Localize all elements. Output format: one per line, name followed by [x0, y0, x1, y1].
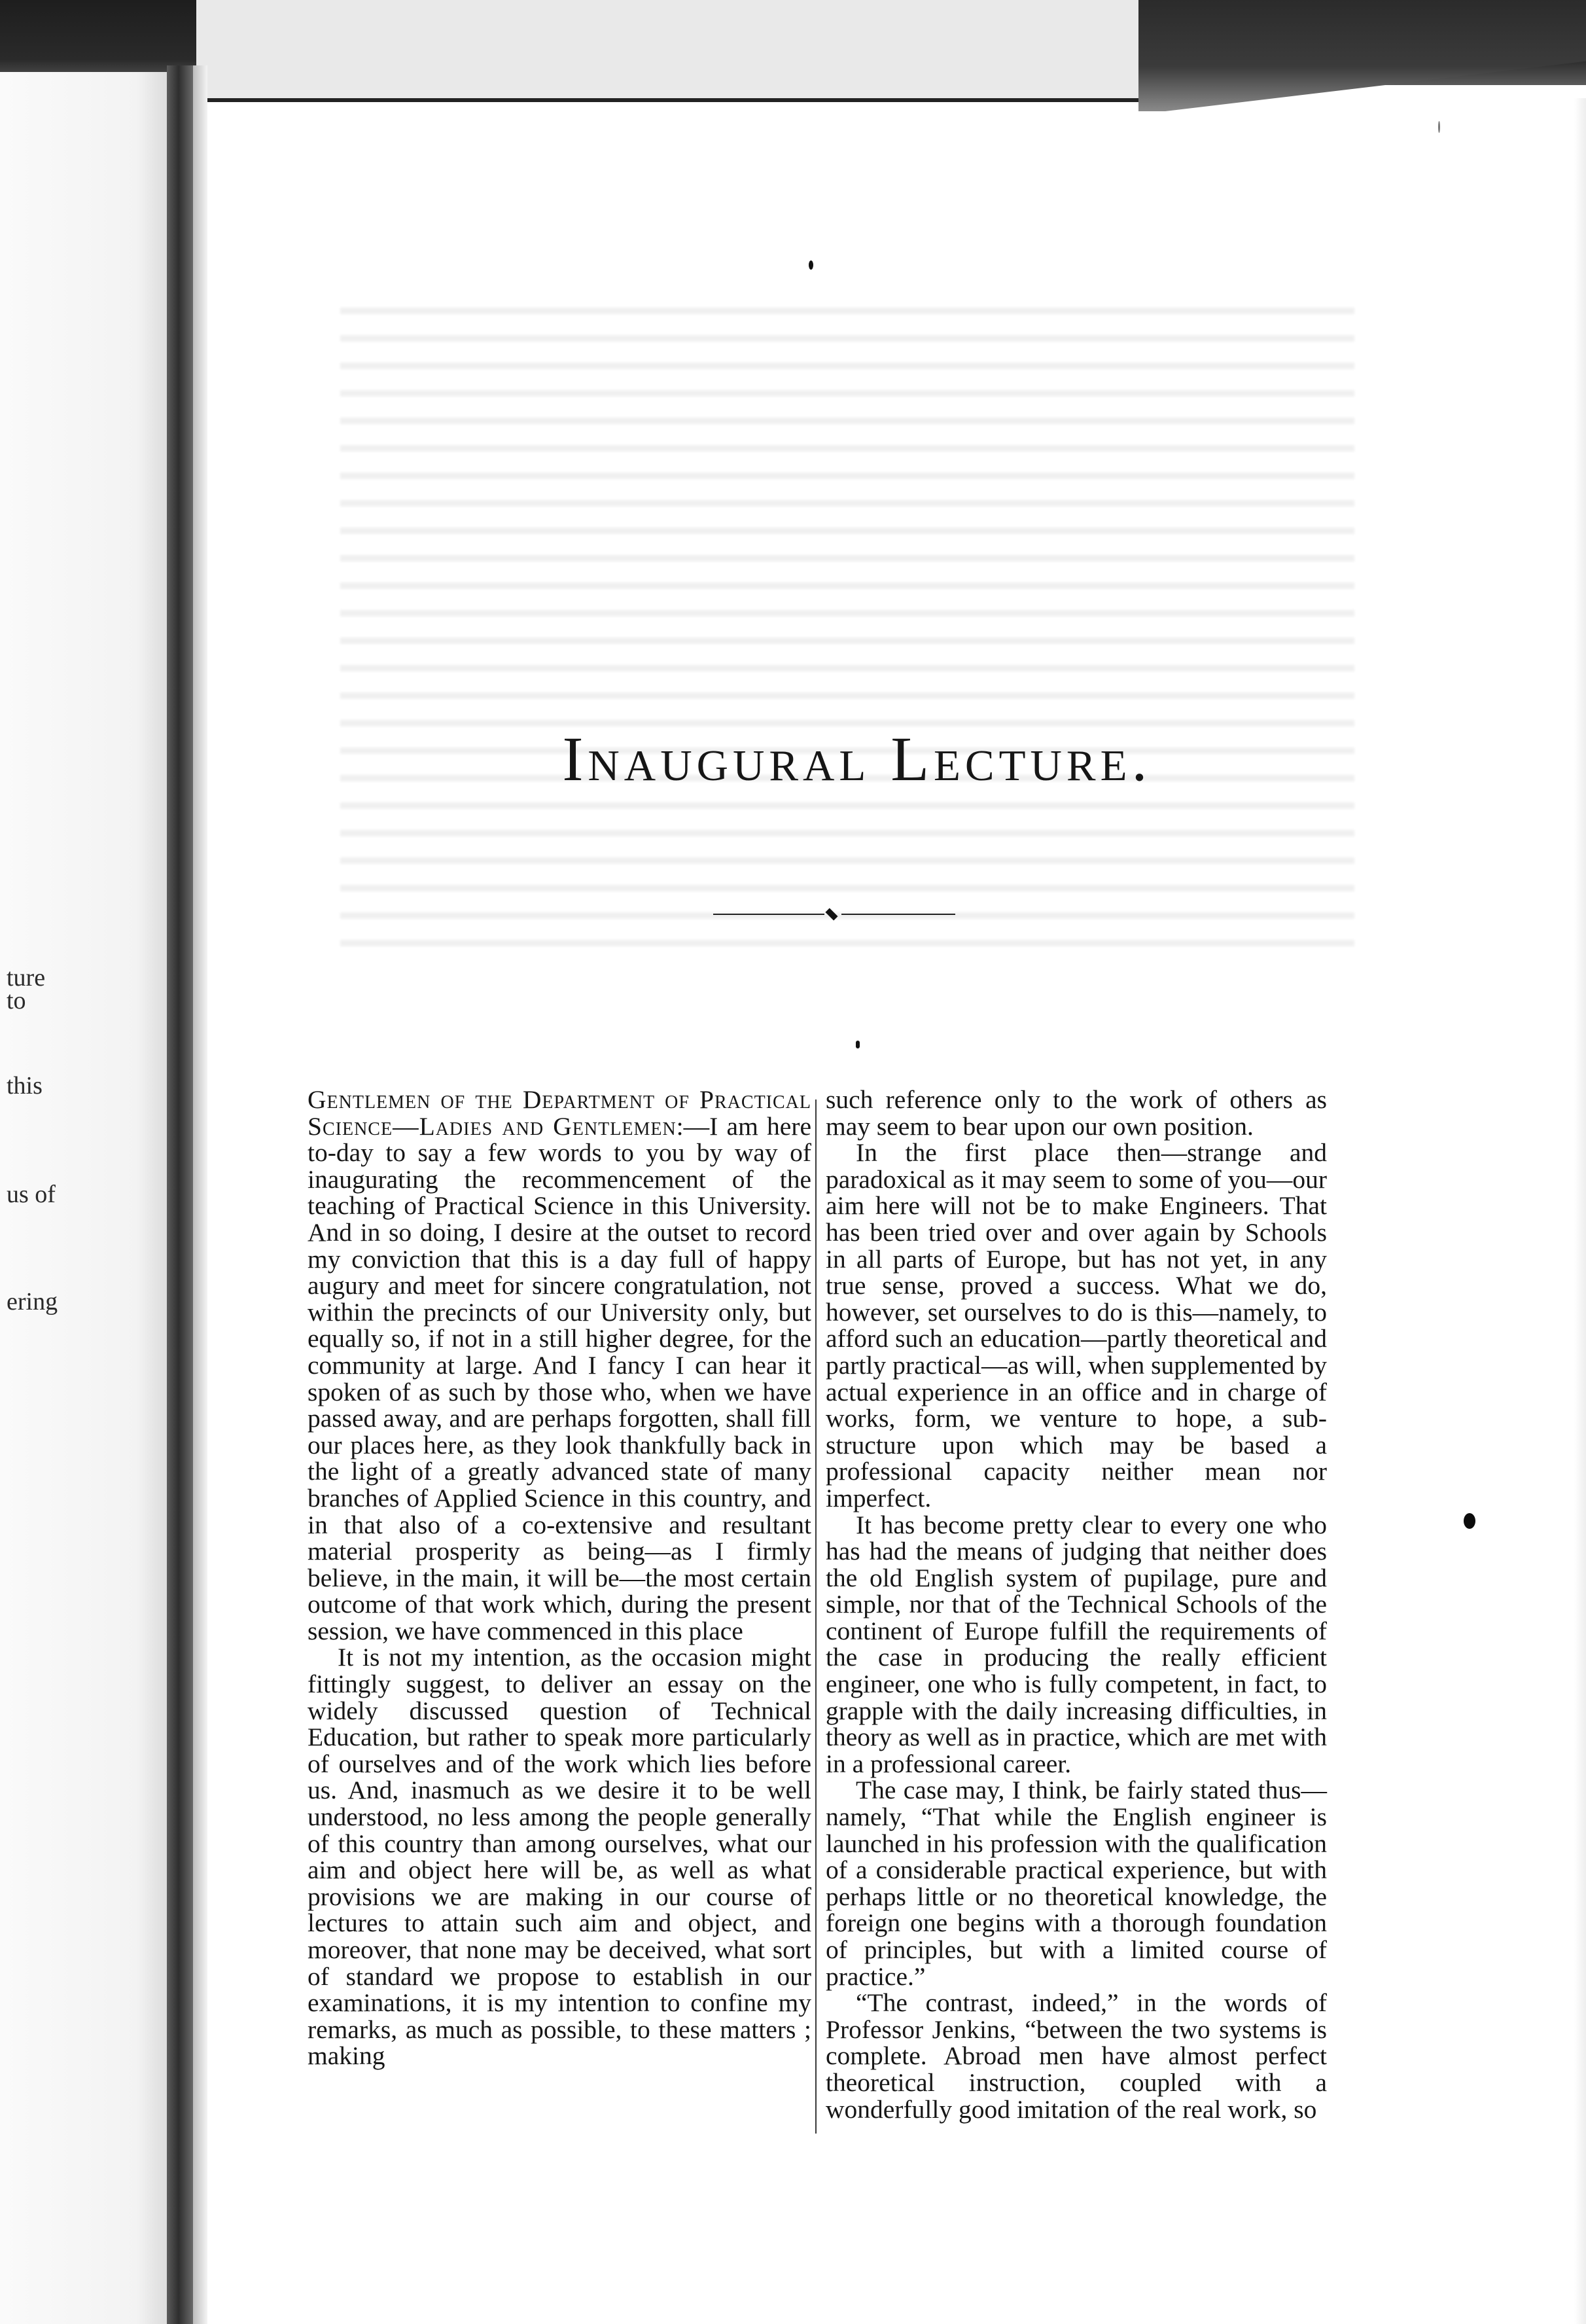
facing-page-fragment: ture — [7, 964, 46, 992]
page-right-edge — [1574, 98, 1586, 2324]
facing-page-fragment: ering — [7, 1288, 58, 1315]
ink-speck — [856, 1041, 860, 1048]
paragraph: The case may, I think, be fairly stated thus—namely, “That while the English engineer is launched in his profession with the qualification of a considerable practical experience, but with perhaps little or no theoretical knowledge, the foreign one begins with a thorough foundation of principles, but with a limited course of practice.” — [826, 1776, 1327, 1991]
facing-page-fragment: this — [7, 1072, 43, 1099]
paragraph-text: :—I am here to-day to say a few words to you by way of inaugurating the recommencement of the teaching of Practical Science in this University. And in so doing, I desire at the outset to record my conviction that this is a day full of happy augury and meet for sincere congratulation, not within the precincts of our University only, but equally so, if not in a still higher degree, for the community at large. And I fancy I can hear it spoken of as such by those who, when we have passed away, and are perhaps forgotten, shall fill our places here, as they look thankfully back in the light of a greatly advanced state of many branches of Applied Science in this country, and in that also of a co-extensive and resultant material prosperity as being—as I firmly believe, in the main, it will be—the most certain outcome of that work which, during the present session, we have commenced in this place — [308, 1111, 812, 1645]
show-through-text — [340, 308, 1354, 962]
title-ornament-rule — [713, 906, 955, 922]
column-divider — [815, 1099, 817, 2134]
ink-speck — [809, 260, 813, 270]
paragraph: such reference only to the work of others as may seem to bear upon our own position. — [826, 1085, 1327, 1141]
salutation: Gentlemen of the Department of Practical Science—Ladies and Gentlemen — [308, 1085, 811, 1141]
ink-speck — [1438, 121, 1440, 133]
left-text-column — [308, 1086, 811, 2069]
paragraph: In the first place then—strange and paradoxical as it may seem to some of you—our aim here will not be to make Engineers. That has been tried over and over again by Schools in all parts of Europe, but has not yet, in any true sense, proved a success. What we do, however, set ourselves to do is this—namely, to afford such an education—partly theoretical and partly practical—as will, when supplemented by actual experience in an office and in charge of works, form, we venture to hope, a sub-structure upon which may be based a professional capacity neither mean nor imperfect. — [826, 1138, 1327, 1512]
right-text-column — [826, 1086, 1327, 2122]
page-title: Inaugural Lecture. — [562, 724, 1152, 795]
ink-blot — [1464, 1513, 1475, 1529]
facing-page-fragment: to — [7, 987, 26, 1014]
paragraph: It has become pretty clear to every one who has had the means of judging that neither does the old English system of pupilage, pure and simple, nor that of the Technical Schools of the continent of Europe fulfill the requirements of the case in producing the really efficient engineer, one who is fully competent, in fact, to grapple with the daily increasing difficulties, in theory as well as in practice, which are met with in a professional career. — [826, 1510, 1327, 1778]
paragraph: It is not my intention, as the occasion might fittingly suggest, to deliver an essay on the widely discussed question of Technical Education, but rather to speak more particularly of ourselves and of the work which lies before us. And, inasmuch as we desire it to be well understood, no less among the people generally of this country than among ourselves, what our aim and object here will be, as well as what provisions we are making in our course of lectures to attain such aim and object, and moreover, that none may be deceived, what sort of standard we propose to establish in our examinations, it is my intention to confine my remarks, as much as possible, to these matters ; making — [308, 1643, 811, 2071]
scanner-corner-shadow — [1138, 0, 1586, 111]
opening-paragraph — [308, 1086, 811, 1644]
page-top-edge — [196, 0, 1178, 102]
book-gutter — [167, 65, 193, 2324]
paragraph: “The contrast, indeed,” in the words of Professor Jenkins, “between the two systems is complete. Abroad men have almost perfect theoretical instruction, coupled with a wonderfully good imitation of the real work, so — [826, 1988, 1327, 2124]
gutter-shade — [193, 65, 207, 2324]
facing-page-fragment: us of — [7, 1181, 56, 1208]
